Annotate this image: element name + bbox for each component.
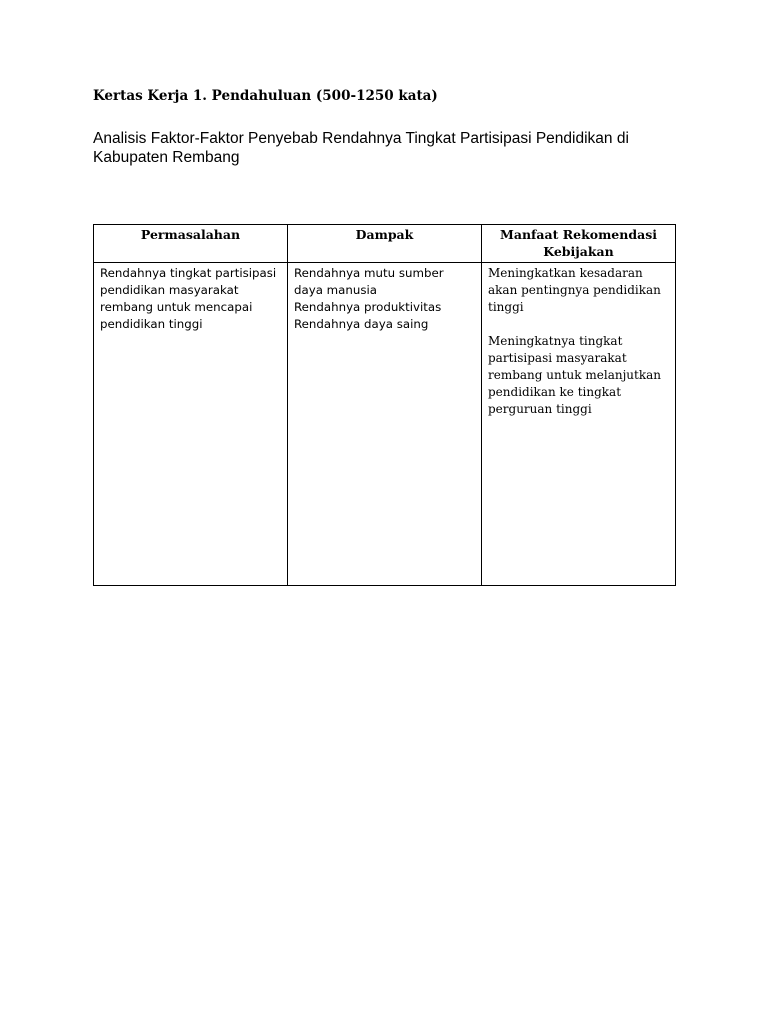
manfaat-paragraph: Meningkatnya tingkat partisipasi masyarakat rembang untuk melanjutkan pendidikan ke tingkat perguruan tinggi	[488, 334, 661, 416]
dampak-item: Rendahnya daya saing	[294, 317, 429, 331]
document-title: Analisis Faktor-Faktor Penyebab Rendahnya Tingkat Partisipasi Pendidikan di Kabupaten Rembang	[93, 130, 629, 166]
cell-dampak	[288, 263, 482, 586]
cell-manfaat	[482, 263, 676, 586]
table-row	[94, 263, 676, 586]
analysis-table	[93, 224, 676, 586]
dampak-item: Rendahnya mutu sumber daya manusia	[294, 266, 444, 297]
cell-permasalahan: Rendahnya tingkat partisipasi pendidikan masyarakat rembang untuk mencapai pendidikan tinggi	[94, 263, 288, 586]
header-permasalahan: Permasalahan	[94, 225, 288, 263]
dampak-item: Rendahnya produktivitas	[294, 300, 442, 314]
header-manfaat-rekomendasi-kebijakan: Manfaat Rekomendasi Kebijakan	[482, 225, 676, 263]
document-heading: Kertas Kerja 1. Pendahuluan (500-1250 kata)	[93, 88, 438, 104]
manfaat-paragraph: Meningkatkan kesadaran akan pentingnya pendidikan tinggi	[488, 266, 661, 314]
header-dampak: Dampak	[288, 225, 482, 263]
table-header-row	[94, 225, 676, 263]
